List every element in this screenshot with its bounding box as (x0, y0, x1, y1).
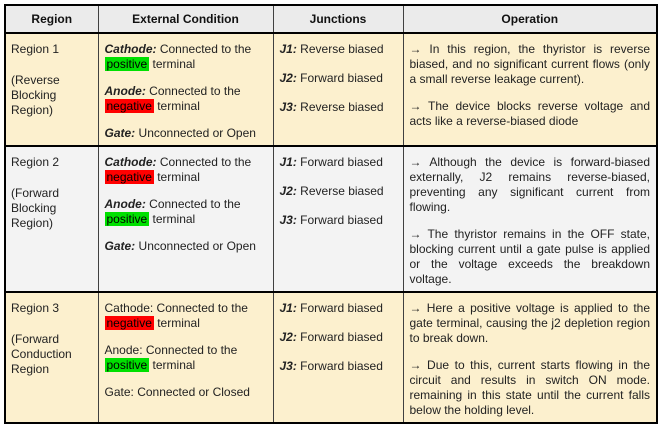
highlight-negative: negative (106, 316, 152, 330)
region-cell (5, 146, 98, 292)
header-junctions: Junctions (273, 5, 403, 33)
operation-paragraph: → Due to this, current starts flowing in the circuit and results in switch ON mode. remaining in this state until the current falls below the holding level. (409, 358, 650, 417)
region-subtitle: (Forward Blocking Region) (11, 186, 60, 230)
cathode-condition: Cathode: Connected to the negative terminal (104, 155, 252, 184)
header-external-condition: External Condition (98, 5, 273, 33)
region-subtitle: (Reverse Blocking Region) (11, 73, 60, 117)
cathode-condition: Cathode: Connected to the negative terminal (104, 301, 248, 330)
operation-paragraph: → The thyristor remains in the OFF state, blocking current until a gate pulse is applied or the voltage exceeds the breakdown voltage. (409, 227, 650, 286)
operation-paragraph: → Although the device is forward-biased externally, J2 remains reverse-biased, preventing any significant current from flowing. (409, 155, 650, 214)
junction-j2: J2: Reverse biased (279, 184, 384, 198)
highlight-positive: positive (106, 358, 148, 372)
junction-j1: J1: Forward biased (279, 301, 383, 315)
anode-condition: Anode: Connected to the negative terminal (104, 84, 241, 113)
junction-j3: J3: Forward biased (279, 213, 383, 227)
junctions-cell (273, 292, 403, 423)
operation-cell (403, 146, 657, 292)
table-row-region-2 (5, 146, 657, 292)
external-condition-cell (98, 146, 273, 292)
operation-paragraph: → In this region, the thyristor is reverse biased, and no significant current flows (only a small reverse leakage current). (409, 42, 650, 86)
junction-j3: J3: Forward biased (279, 359, 383, 373)
region-cell (5, 292, 98, 423)
highlight-negative: negative (106, 170, 152, 184)
highlight-positive: positive (106, 212, 148, 226)
operation-cell (403, 292, 657, 423)
cathode-condition: Cathode: Connected to the positive terminal (104, 42, 252, 71)
header-operation: Operation (403, 5, 657, 33)
gate-condition: Gate: Connected or Closed (104, 385, 250, 399)
thyristor-regions-table (4, 4, 658, 424)
region-name: Region 1 (11, 42, 60, 56)
header-row (5, 5, 657, 33)
region-name: Region 2 (11, 155, 60, 169)
external-condition-cell (98, 292, 273, 423)
region-name: Region 3 (11, 301, 60, 315)
junctions-cell (273, 146, 403, 292)
operation-paragraph: → Here a positive voltage is applied to the gate terminal, causing the j2 depletion region to break down. (409, 301, 650, 345)
operation-cell (403, 33, 657, 146)
gate-condition: Gate: Unconnected or Open (104, 126, 256, 140)
junction-j2: J2: Forward biased (279, 71, 383, 85)
header-region: Region (5, 5, 98, 33)
anode-condition: Anode: Connected to the positive terminal (104, 197, 241, 226)
junction-j3: J3: Reverse biased (279, 100, 384, 114)
junction-j2: J2: Forward biased (279, 330, 383, 344)
junctions-cell (273, 33, 403, 146)
region-subtitle: (Forward Conduction Region (11, 332, 72, 376)
table-row-region-3 (5, 292, 657, 423)
gate-condition: Gate: Unconnected or Open (104, 239, 256, 253)
highlight-negative: negative (106, 99, 152, 113)
external-condition-cell (98, 33, 273, 146)
junction-j1: J1: Forward biased (279, 155, 383, 169)
highlight-positive: positive (106, 57, 148, 71)
operation-paragraph: → The device blocks reverse voltage and acts like a reverse-biased diode (409, 99, 650, 128)
anode-condition: Anode: Connected to the positive terminal (104, 343, 238, 372)
region-cell (5, 33, 98, 146)
table-row-region-1 (5, 33, 657, 146)
junction-j1: J1: Reverse biased (279, 42, 384, 56)
